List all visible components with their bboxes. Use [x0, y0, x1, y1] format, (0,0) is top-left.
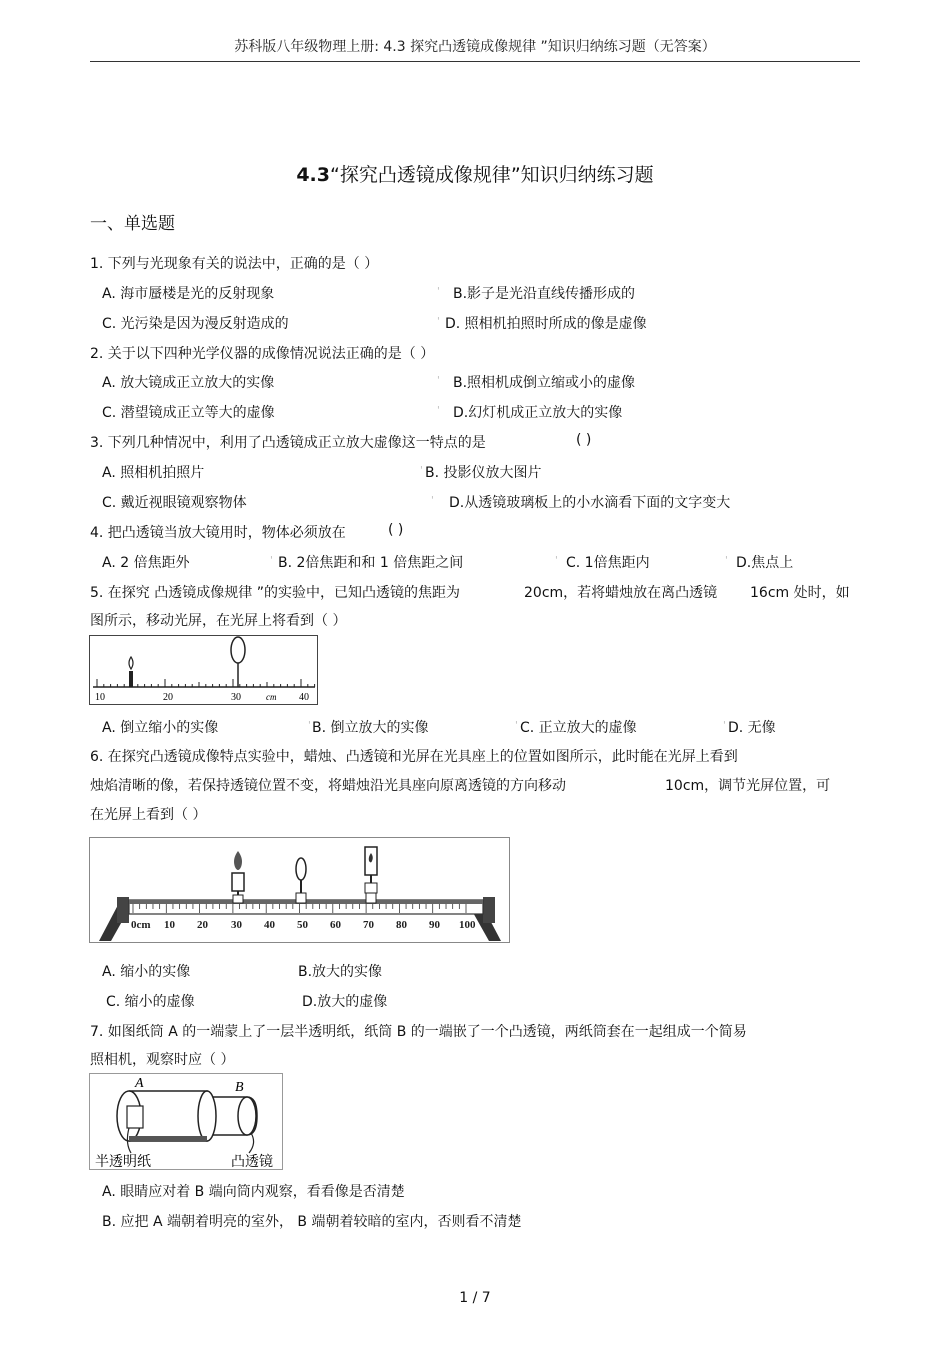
- running-header: 苏科版八年级物理上册: 4.3 探究凸透镜成像规律 ”知识归纳练习题（无答案）: [234, 39, 716, 55]
- question-7-stem-line1: 7. 如图纸筒 A 的一端蒙上了一层半透明纸，纸筒 B 的一端嵌了一个凸透镜，两纸筒套在一起组成一个简易: [90, 1024, 747, 1040]
- column-separator: ': [725, 555, 728, 566]
- title-number: 4.3: [296, 164, 330, 186]
- q3-option-b: B. 投影仪放大图片: [425, 465, 542, 481]
- column-separator: ': [515, 720, 518, 731]
- column-separator: ': [723, 720, 726, 731]
- q6-option-b: B.放大的实像: [298, 964, 383, 980]
- bench-label-70: 70: [363, 919, 374, 931]
- q2-option-b: B.照相机成倒立缩或小的虚像: [453, 375, 636, 391]
- bench-label-60: 60: [330, 919, 341, 931]
- ruler-label-10: 10: [95, 692, 105, 703]
- screen-on-bench: [365, 847, 377, 903]
- label-b: B: [235, 1080, 244, 1095]
- section-heading: 一、单选题: [90, 214, 175, 234]
- column-separator: ': [555, 555, 558, 566]
- document-title: [0, 160, 950, 187]
- q3-option-c: C. 戴近视眼镜观察物体: [102, 495, 247, 511]
- q5-option-b: B. 倒立放大的实像: [312, 720, 429, 736]
- translucent-paper: [127, 1106, 143, 1128]
- ruler-label-30: 30: [231, 692, 241, 703]
- question-4-stem: 4. 把凸透镜当放大镜用时，物体必须放在: [90, 525, 346, 541]
- question-5-stem-line1b: 20cm，若将蜡烛放在离凸透镜: [524, 585, 718, 601]
- bench-label-80: 80: [396, 919, 407, 931]
- question-3-stem: 3. 下列几种情况中，利用了凸透镜成正立放大虚像这一特点的是: [90, 435, 486, 451]
- q2-option-c: C. 潜望镜成正立等大的虚像: [102, 405, 275, 421]
- q5-ruler-figure: [89, 635, 319, 705]
- title-text: “探究凸透镜成像规律”知识归纳练习题: [329, 164, 654, 186]
- question-2-stem: 2. 关于以下四种光学仪器的成像情况说法正确的是（ ）: [90, 346, 435, 362]
- bench-label-90: 90: [429, 919, 440, 931]
- q1-option-a: A. 海市蜃楼是光的反射现象: [102, 286, 275, 302]
- question-4-answer-paren: ( ): [388, 522, 404, 538]
- q6-option-d: D.放大的虚像: [302, 994, 388, 1010]
- bench-right-stop: [483, 897, 495, 923]
- column-separator: ': [420, 465, 423, 476]
- q2-option-d: D.幻灯机成正立放大的实像: [453, 405, 623, 421]
- question-3-answer-paren: ( ): [576, 432, 592, 448]
- question-7-stem-line2: 照相机，观察时应（ ）: [90, 1052, 235, 1068]
- ruler-label-40: 40: [299, 692, 309, 703]
- bench-label-30: 30: [231, 919, 242, 931]
- q1-option-b: B.影子是光沿直线传播形成的: [453, 286, 636, 302]
- column-separator: ': [431, 495, 434, 506]
- q6-option-c: C. 缩小的虚像: [106, 994, 195, 1010]
- q1-option-c: C. 光污染是因为漫反射造成的: [102, 316, 289, 332]
- question-1-stem: 1. 下列与光现象有关的说法中，正确的是（ ）: [90, 256, 379, 272]
- label-convex-lens: 凸透镜: [231, 1154, 273, 1170]
- column-separator: ': [308, 720, 311, 731]
- q6-optical-bench-figure: [89, 837, 510, 943]
- bench-label-20: 20: [197, 919, 208, 931]
- q4-option-d: D.焦点上: [736, 555, 794, 571]
- bench-label-10: 10: [164, 919, 175, 931]
- question-6-stem-line3: 在光屏上看到（ ）: [90, 807, 207, 823]
- column-separator: ': [270, 555, 273, 566]
- column-separator: ': [437, 405, 440, 416]
- q5-option-d: D. 无像: [728, 720, 776, 736]
- q1-option-d: D. 照相机拍照时所成的像是虚像: [445, 316, 647, 332]
- q5-option-a: A. 倒立缩小的实像: [102, 720, 219, 736]
- ruler-unit-label: cm: [266, 692, 277, 702]
- q7-paper-tube-camera-figure: [89, 1073, 284, 1170]
- q3-option-d: D.从透镜玻璃板上的小水滴看下面的文字变大: [449, 495, 731, 511]
- page-number: 1 / 7: [459, 1290, 491, 1306]
- q2-option-a: A. 放大镜成正立放大的实像: [102, 375, 275, 391]
- q7-option-a: A. 眼睛应对着 B 端向筒内观察，看看像是否清楚: [102, 1184, 405, 1200]
- bench-label-40: 40: [264, 919, 275, 931]
- q6-option-a: A. 缩小的实像: [102, 964, 191, 980]
- question-6-stem-line1: 6. 在探究凸透镜成像特点实验中，蜡烛、凸透镜和光屏在光具座上的位置如图所示，此时能在光屏上看到: [90, 749, 738, 765]
- bench-label-100: 100: [459, 919, 476, 931]
- column-separator: ': [437, 316, 440, 327]
- question-5-stem-line1c: 16cm 处时，如: [750, 585, 850, 601]
- bench-label-50: 50: [297, 919, 308, 931]
- question-6-stem-line2a: 烛焰清晰的像，若保持透镜位置不变，将蜡烛沿光具座向原离透镜的方向移动: [90, 778, 566, 794]
- label-a: A: [135, 1076, 144, 1091]
- q7-option-b: B. 应把 A 端朝着明亮的室外， B 端朝着较暗的室内，否则看不清楚: [102, 1214, 522, 1230]
- label-translucent-paper: 半透明纸: [95, 1154, 151, 1170]
- q5-option-c: C. 正立放大的虚像: [520, 720, 637, 736]
- question-5-stem-line2: 图所示，移动光屏，在光屏上将看到（ ）: [90, 613, 347, 629]
- header-rule: [90, 61, 860, 62]
- q3-option-a: A. 照相机拍照片: [102, 465, 205, 481]
- column-separator: ': [437, 286, 440, 297]
- q4-option-c: C. 1倍焦距内: [566, 555, 650, 571]
- q4-option-b: B. 2倍焦距和和 1 倍焦距之间: [278, 555, 464, 571]
- ruler-label-20: 20: [163, 692, 173, 703]
- question-5-stem-line1a: 5. 在探究 凸透镜成像规律 ”的实验中，已知凸透镜的焦距为: [90, 585, 460, 601]
- question-6-stem-line2b: 10cm，调节光屏位置，可: [665, 778, 831, 794]
- q4-option-a: A. 2 倍焦距外: [102, 555, 190, 571]
- column-separator: ': [437, 375, 440, 386]
- bench-label-0cm: 0cm: [131, 919, 151, 931]
- bench-left-stop: [117, 897, 129, 923]
